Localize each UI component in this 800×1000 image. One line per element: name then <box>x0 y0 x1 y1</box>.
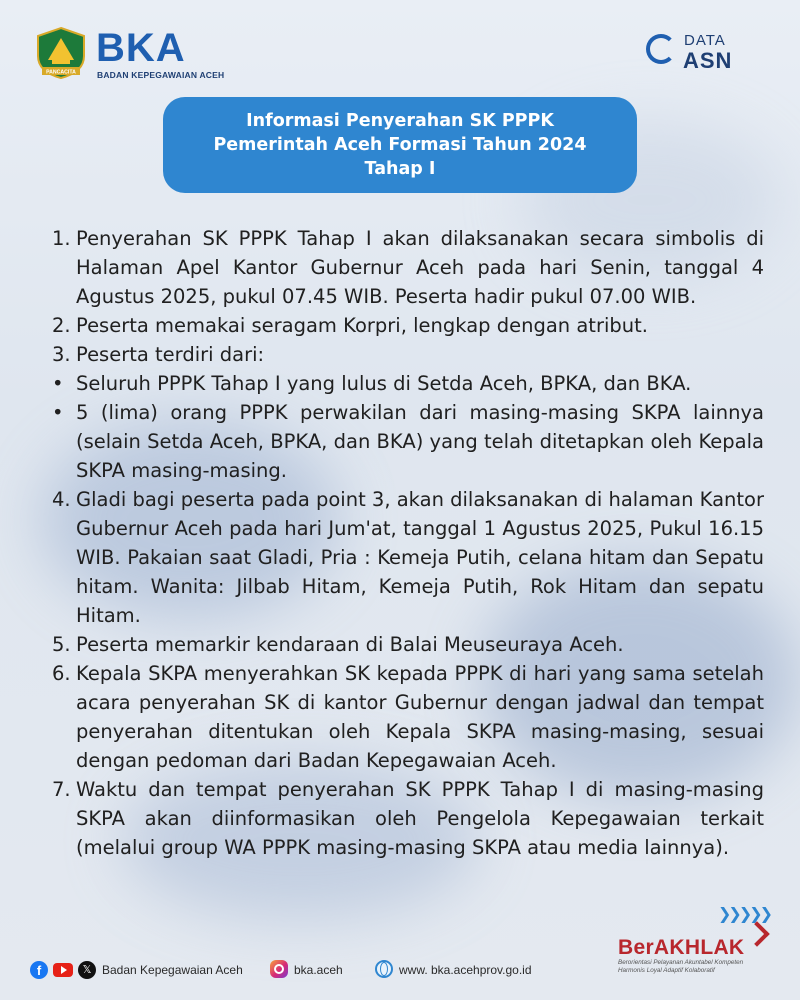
header <box>0 0 800 100</box>
footer <box>0 955 800 1000</box>
list-marker: 6. <box>52 662 71 685</box>
chevrons-decoration-icon: ❯❯❯❯❯ <box>718 904 771 923</box>
list-item <box>52 659 764 775</box>
instagram-handle[interactable]: bka.aceh <box>294 963 343 977</box>
announcement-list <box>52 224 764 862</box>
list-marker: 7. <box>52 778 71 801</box>
bullet-item <box>52 398 764 485</box>
socials-label: Badan Kepegawaian Aceh <box>102 963 243 977</box>
list-item <box>52 340 764 369</box>
list-item <box>52 630 764 659</box>
bullet-item <box>52 369 764 398</box>
bullet-item-text: 5 (lima) orang PPPK perwakilan dari masing-masing SKPA lainnya (selain Setda Aceh, BPKA, dan BKA) yang telah ditetapkan oleh Kepala SKPA masing-masing. <box>76 401 764 482</box>
bka-logo-subtitle: BADAN KEPEGAWAIAN ACEH <box>97 70 225 80</box>
list-item <box>52 485 764 630</box>
list-marker: 2. <box>52 314 71 337</box>
svg-text:PANCACITA: PANCACITA <box>46 69 76 76</box>
title-line-2: Pemerintah Aceh Formasi Tahun 2024 <box>213 135 587 155</box>
berakhlak-word: BerAKHLAK <box>618 936 745 959</box>
list-item-text: Peserta memarkir kendaraan di Balai Meuseuraya Aceh. <box>76 633 624 656</box>
data-asn-top-text: DATA <box>684 32 726 49</box>
list-marker: 1. <box>52 227 71 250</box>
berakhlak-tagline-2: Harmonis Loyal Adaptif Kolaboratif <box>618 967 715 974</box>
bullet-marker: • <box>52 401 64 424</box>
list-item <box>52 311 764 340</box>
list-item-text: Waktu dan tempat penyerahan SK PPPK Tahap I di masing-masing SKPA akan diinformasikan oleh Pengelola Kepegawaian terkait (melalui group WA PPPK masing-masing SKPA atau media lainnya). <box>76 778 764 859</box>
page-title-box <box>163 97 637 193</box>
facebook-icon[interactable]: f <box>30 961 48 979</box>
bullet-marker: • <box>52 372 64 395</box>
instagram-icon[interactable] <box>270 960 288 978</box>
aceh-emblem-logo <box>34 26 88 80</box>
bka-logo-word: BKA <box>96 26 186 70</box>
list-item-text: Penyerahan SK PPPK Tahap I akan dilaksanakan secara simbolis di Halaman Apel Kantor Gubernur Aceh pada hari Senin, tanggal 4 Agustus 2025, pukul 07.45 WIB. Peserta hadir pukul 07.00 WIB. <box>76 227 764 308</box>
data-asn-bottom-text: ASN <box>683 48 733 73</box>
x-twitter-icon[interactable]: 𝕏 <box>78 961 96 979</box>
list-marker: 5. <box>52 633 71 656</box>
list-item-text: Gladi bagi peserta pada point 3, akan dilaksanakan di halaman Kantor Gubernur Aceh pada hari Jum'at, tanggal 1 Agustus 2025, Pukul 16.15 WIB. Pakaian saat Gladi, Pria : Kemeja Putih, celana hitam dan Sepatu hitam. Wanita: Jilbab Hitam, Kemeja Putih, Rok Hitam dan sepatu Hitam. <box>76 488 764 627</box>
bullet-item-text: Seluruh PPPK Tahap I yang lulus di Setda Aceh, BPKA, dan BKA. <box>76 372 692 395</box>
title-line-3: Tahap I <box>364 159 436 179</box>
data-asn-ring-icon <box>646 34 676 64</box>
data-asn-logo <box>646 30 756 74</box>
website-link[interactable]: www. bka.acehprov.go.id <box>399 963 532 977</box>
list-marker: 4. <box>52 488 71 511</box>
list-item <box>52 775 764 862</box>
list-item-text: Peserta memakai seragam Korpri, lengkap dengan atribut. <box>76 314 648 337</box>
globe-icon <box>375 960 393 978</box>
title-line-1: Informasi Penyerahan SK PPPK <box>246 111 554 131</box>
youtube-icon[interactable] <box>53 963 73 977</box>
berakhlak-tagline-1: Berorientasi Pelayanan Akuntabel Kompeten <box>618 959 744 966</box>
list-item-text: Kepala SKPA menyerahkan SK kepada PPPK di hari yang sama setelah acara penyerahan SK di kantor Gubernur dengan jadwal dan tempat penyerahan ditentukan oleh Kepala SKPA masing-masing, sesuai dengan pedoman dari Badan Kepegawaian Aceh. <box>76 662 764 772</box>
list-item-text: Peserta terdiri dari: <box>76 343 265 366</box>
list-marker: 3. <box>52 343 71 366</box>
list-item <box>52 224 764 311</box>
